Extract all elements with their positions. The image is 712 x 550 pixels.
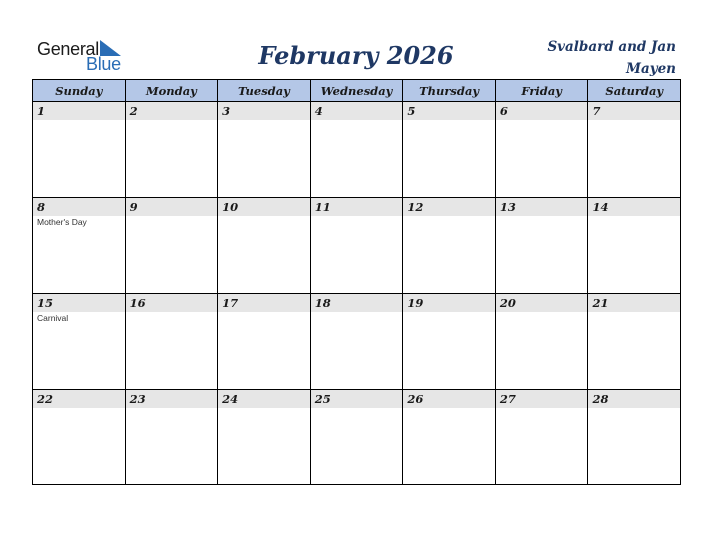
day-cell[interactable] <box>403 390 496 485</box>
day-number: 22 <box>33 390 125 408</box>
day-cell[interactable] <box>588 390 680 485</box>
day-number: 1 <box>33 102 125 120</box>
day-number: 26 <box>403 390 495 408</box>
weekday-header: Monday <box>126 80 219 101</box>
logo-text-general: General <box>37 39 99 59</box>
day-number: 10 <box>218 198 310 216</box>
day-cell[interactable] <box>126 102 219 197</box>
day-number: 25 <box>311 390 403 408</box>
day-cell[interactable] <box>33 390 126 485</box>
day-cell[interactable] <box>311 102 404 197</box>
day-number: 24 <box>218 390 310 408</box>
day-cell[interactable] <box>126 294 219 389</box>
day-cell[interactable] <box>588 102 680 197</box>
weekday-header: Saturday <box>605 84 664 98</box>
day-cell[interactable] <box>311 390 404 485</box>
weekday-header-row <box>33 80 680 102</box>
week-row <box>33 102 680 198</box>
logo-text-blue: Blue <box>86 54 121 74</box>
day-number: 15 <box>33 294 125 312</box>
holiday-label: Mother's Day <box>37 217 87 227</box>
day-number: 3 <box>218 102 310 120</box>
day-cell[interactable] <box>311 198 404 293</box>
day-number: 23 <box>126 390 218 408</box>
day-number: 18 <box>311 294 403 312</box>
week-row <box>33 390 680 485</box>
day-cell[interactable] <box>33 198 126 293</box>
day-number: 2 <box>126 102 218 120</box>
day-cell[interactable] <box>496 102 589 197</box>
region-name: Svalbard and Jan Mayen <box>547 39 676 77</box>
day-number: 9 <box>126 198 218 216</box>
day-cell[interactable] <box>33 102 126 197</box>
weekday-header: Sunday <box>33 80 126 101</box>
day-cell[interactable] <box>496 294 589 389</box>
day-cell[interactable] <box>126 198 219 293</box>
day-cell[interactable] <box>218 198 311 293</box>
day-cell[interactable] <box>403 198 496 293</box>
day-number: 6 <box>496 102 588 120</box>
day-cell[interactable] <box>218 390 311 485</box>
day-number: 12 <box>403 198 495 216</box>
day-cell[interactable] <box>311 294 404 389</box>
weekday-header: Thursday <box>403 80 496 101</box>
day-number: 8 <box>33 198 125 216</box>
holiday-label: Carnival <box>37 313 69 323</box>
day-number: 7 <box>588 102 680 120</box>
day-cell[interactable] <box>218 102 311 197</box>
day-number: 14 <box>588 198 680 216</box>
day-number: 4 <box>311 102 403 120</box>
day-number: 5 <box>403 102 495 120</box>
day-number: 16 <box>126 294 218 312</box>
day-cell[interactable] <box>126 390 219 485</box>
weekday-header: Friday <box>496 80 589 101</box>
weekday-header: Tuesday <box>218 80 311 101</box>
day-cell[interactable] <box>496 390 589 485</box>
calendar-title: February 2026 <box>258 41 454 70</box>
day-cell[interactable] <box>588 294 680 389</box>
day-number: 13 <box>496 198 588 216</box>
day-cell[interactable] <box>403 294 496 389</box>
day-number: 11 <box>311 198 403 216</box>
day-cell[interactable] <box>588 198 680 293</box>
day-cell[interactable] <box>33 294 126 389</box>
day-number: 19 <box>403 294 495 312</box>
week-row <box>33 294 680 390</box>
day-cell[interactable] <box>496 198 589 293</box>
day-cell[interactable] <box>403 102 496 197</box>
calendar-grid <box>32 79 681 485</box>
day-number: 20 <box>496 294 588 312</box>
day-number: 17 <box>218 294 310 312</box>
weekday-header: Wednesday <box>311 80 404 101</box>
day-number: 21 <box>588 294 680 312</box>
day-cell[interactable] <box>218 294 311 389</box>
day-number: 27 <box>496 390 588 408</box>
week-row <box>33 198 680 294</box>
day-number: 28 <box>588 390 680 408</box>
